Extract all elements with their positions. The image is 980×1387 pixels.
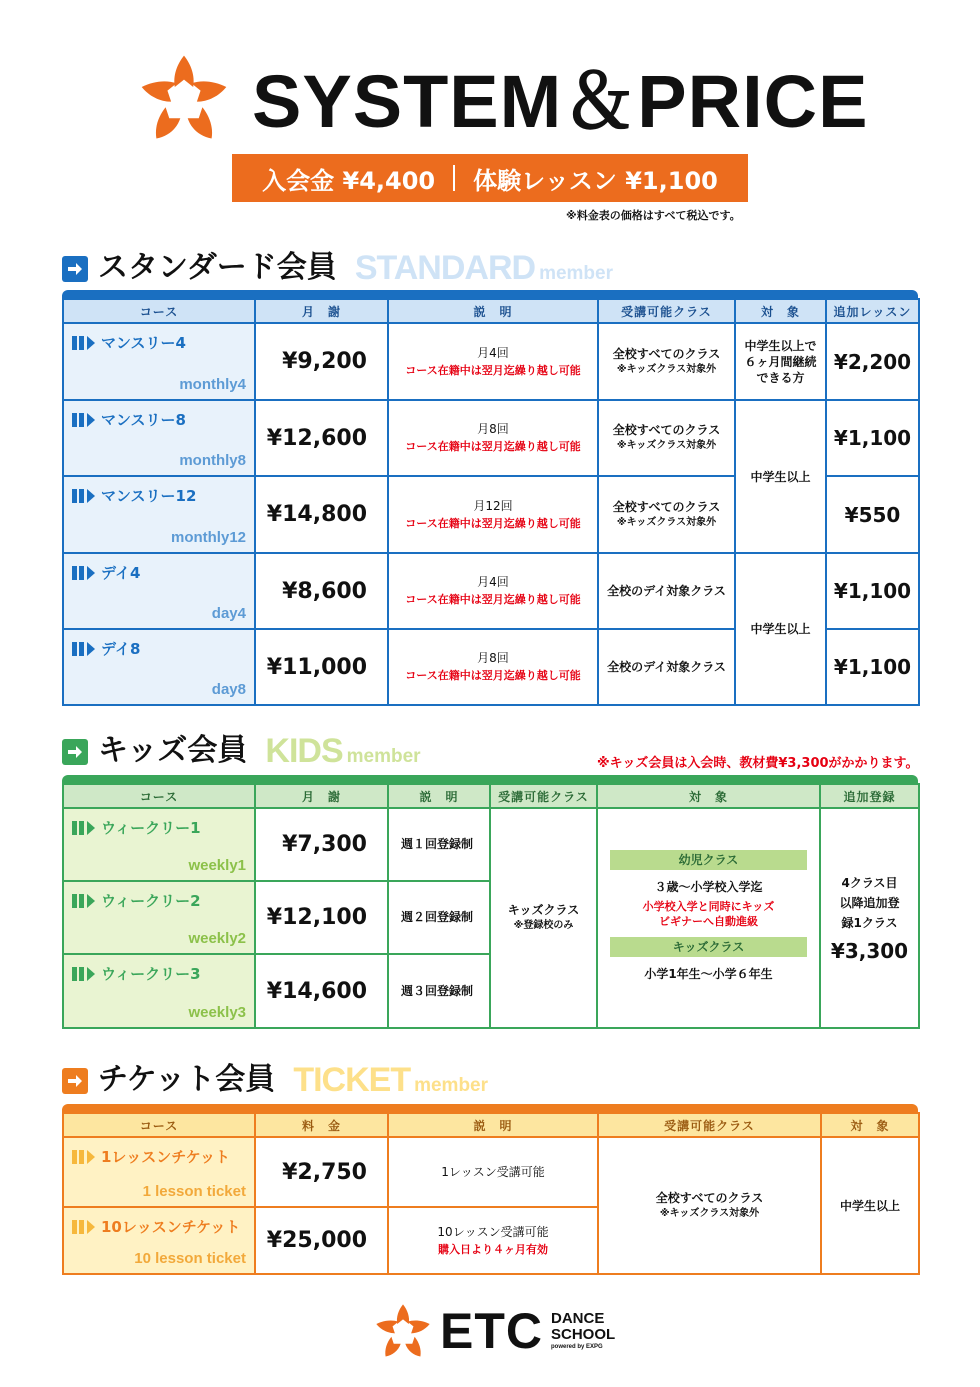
classes-text: 全校すべてのクラス <box>612 346 721 361</box>
col-header-target: 対 象 <box>821 1113 919 1137</box>
ticket-table <box>62 1112 920 1275</box>
kids-title-jp: キッズ会員 <box>98 733 248 768</box>
course-en: day4 <box>211 605 246 622</box>
classes-note: ※キッズクラス対象外 <box>616 363 717 375</box>
footer-line3: powered by EXPG <box>551 1344 603 1350</box>
desc-text: 月4回 <box>477 345 509 360</box>
standard-heading <box>62 250 613 286</box>
ticket-table-topbar <box>62 1104 918 1112</box>
course-en: weekly3 <box>188 1004 246 1021</box>
extra-fee: ¥1,100 <box>826 553 919 629</box>
course-name: ウィークリー2 <box>101 892 201 910</box>
target-cell: 中学生以上で６ヶ月間継続できる方 <box>735 323 826 400</box>
col-header-classes: 受講可能クラス <box>598 1113 821 1137</box>
table-row <box>63 323 919 400</box>
col-header-classes: 受講可能クラス <box>490 784 597 808</box>
col-header-course: コース <box>63 784 255 808</box>
entry-fee: 入会金 ¥4,400 <box>262 166 436 195</box>
arrow-right-icon <box>62 256 88 282</box>
trial-fee: 体験レッスン ¥1,100 <box>473 166 718 195</box>
course-name: ウィークリー3 <box>101 965 201 983</box>
course-cell <box>63 476 255 553</box>
course-name: デイ8 <box>101 640 141 658</box>
extra-fee: ¥1,100 <box>826 400 919 476</box>
table-row <box>63 1137 919 1207</box>
desc-note: 購入日より４ヶ月有効 <box>438 1242 548 1256</box>
desc-text: 月12回 <box>473 498 513 513</box>
col-header-course: コース <box>63 299 255 323</box>
kids-range: 小学1年生〜小学６年生 <box>644 967 773 981</box>
page-title: SYSTEM＆PRICE <box>252 60 869 143</box>
desc-note: コース在籍中は翌月迄繰り越し可能 <box>405 593 581 606</box>
course-cell <box>63 400 255 476</box>
desc-cell <box>388 553 598 629</box>
target-cell: 中学生以上 <box>735 400 826 553</box>
desc-note: コース在籍中は翌月迄繰り越し可能 <box>405 669 581 682</box>
desc-note: コース在籍中は翌月迄繰り越し可能 <box>405 440 581 453</box>
table-row <box>63 553 919 629</box>
extra-fee: ¥3,300 <box>830 939 909 963</box>
col-header-course: コース <box>63 1113 255 1137</box>
extra-fee: ¥550 <box>826 476 919 553</box>
classes-cell <box>598 323 735 400</box>
standard-table-topbar <box>62 290 918 298</box>
play-bars-icon <box>72 821 95 835</box>
ticket-fee: ¥2,750 <box>255 1137 388 1207</box>
play-bars-icon <box>72 894 95 908</box>
col-header-target: 対 象 <box>597 784 820 808</box>
course-cell <box>63 323 255 400</box>
footer-line1: DANCE <box>551 1310 605 1327</box>
table-row <box>63 808 919 881</box>
kids-class-label: キッズクラス <box>610 937 807 957</box>
classes-note: ※登録校のみ <box>513 920 574 931</box>
classes-note: ※キッズクラス対象外 <box>616 440 717 451</box>
classes-cell: 全校のデイ対象クラス <box>598 629 735 705</box>
col-header-extra: 追加登録 <box>820 784 919 808</box>
course-name: 1レッスンチケット <box>101 1148 230 1166</box>
play-bars-icon <box>72 967 95 981</box>
desc-text: 10レッスン受講可能 <box>437 1224 549 1239</box>
preschool-range: ３歳〜小学校入学迄 <box>654 880 763 894</box>
standard-title-member: member <box>539 263 613 284</box>
ticket-title-jp: チケット会員 <box>98 1062 276 1097</box>
course-en: monthly4 <box>179 376 246 393</box>
classes-text: キッズクラス <box>507 903 580 917</box>
monthly-fee: ¥14,600 <box>255 954 388 1028</box>
course-en: weekly1 <box>188 857 246 874</box>
kids-note: ※キッズ会員は入会時、教材費¥3,300がかかります。 <box>597 756 919 771</box>
target-cell <box>597 808 820 1028</box>
footer-brand: ETC <box>440 1303 543 1359</box>
monthly-fee: ¥11,000 <box>255 629 388 705</box>
col-header-fee: 月 謝 <box>255 784 388 808</box>
classes-note: ※キッズクラス対象外 <box>616 516 717 528</box>
col-header-desc: 説 明 <box>388 784 490 808</box>
standard-title-jp: スタンダード会員 <box>98 250 337 285</box>
desc-cell <box>388 629 598 705</box>
desc-text: 月8回 <box>477 422 509 436</box>
monthly-fee: ¥9,200 <box>255 323 388 400</box>
course-cell <box>63 1137 255 1207</box>
monthly-fee: ¥7,300 <box>255 808 388 881</box>
desc-note: コース在籍中は翌月迄繰り越し可能 <box>405 516 581 530</box>
desc-cell <box>388 1207 598 1274</box>
arrow-right-icon <box>62 1068 88 1094</box>
desc-cell: 1レッスン受講可能 <box>388 1137 598 1207</box>
col-header-desc: 説 明 <box>388 299 598 323</box>
footer-line2: SCHOOL <box>551 1326 616 1343</box>
course-en: day8 <box>211 681 246 698</box>
classes-text: 全校すべてのクラス <box>612 499 721 514</box>
play-bars-icon <box>72 413 95 427</box>
col-header-target: 対 象 <box>735 299 826 323</box>
course-name: マンスリー12 <box>101 487 197 505</box>
play-bars-icon <box>72 566 95 580</box>
classes-cell <box>490 808 597 1028</box>
play-bars-icon <box>72 1150 95 1164</box>
ticket-heading <box>62 1062 488 1098</box>
desc-text: 月8回 <box>477 651 509 665</box>
table-row <box>63 400 919 476</box>
standard-table <box>62 298 920 706</box>
col-header-extra: 追加レッスン <box>826 299 919 323</box>
course-cell <box>63 553 255 629</box>
course-name: ウィークリー1 <box>101 819 201 837</box>
course-name: マンスリー8 <box>101 411 186 429</box>
col-header-fee: 料 金 <box>255 1113 388 1137</box>
classes-cell: 全校のデイ対象クラス <box>598 553 735 629</box>
fee-bar <box>232 154 748 202</box>
desc-text: 月4回 <box>477 575 509 589</box>
course-en: 10 lesson ticket <box>134 1250 246 1267</box>
extra-text: 4クラス目以降追加登録1クラス <box>839 876 900 930</box>
course-cell <box>63 808 255 881</box>
course-cell <box>63 954 255 1028</box>
etc-star-icon <box>374 1302 432 1360</box>
course-en: monthly8 <box>179 452 246 469</box>
ticket-fee: ¥25,000 <box>255 1207 388 1274</box>
classes-note: ※キッズクラス対象外 <box>659 1207 760 1219</box>
play-bars-icon <box>72 1220 95 1234</box>
play-bars-icon <box>72 642 95 656</box>
preschool-note: 小学校入学と同時にキッズビギナーへ自動進級 <box>642 900 775 928</box>
ticket-title-member: member <box>414 1075 489 1096</box>
kids-title-member: member <box>346 746 421 767</box>
preschool-class-label: 幼児クラス <box>610 850 807 870</box>
course-name: マンスリー4 <box>101 334 186 352</box>
desc-cell: 週２回登録制 <box>388 881 490 954</box>
col-header-desc: 説 明 <box>388 1113 598 1137</box>
course-en: weekly2 <box>188 930 246 947</box>
desc-cell: 週１回登録制 <box>388 808 490 881</box>
course-name: 10レッスンチケット <box>101 1218 241 1236</box>
course-cell <box>63 881 255 954</box>
target-cell: 中学生以上 <box>821 1137 919 1274</box>
col-header-classes: 受講可能クラス <box>598 299 735 323</box>
col-header-fee: 月 謝 <box>255 299 388 323</box>
monthly-fee: ¥12,100 <box>255 881 388 954</box>
target-cell: 中学生以上 <box>735 553 826 705</box>
arrow-right-icon <box>62 739 88 765</box>
classes-cell <box>598 400 735 476</box>
classes-text: 全校すべてのクラス <box>612 423 721 437</box>
course-cell <box>63 1207 255 1274</box>
kids-title-en: KIDS <box>265 732 343 770</box>
classes-cell <box>598 1137 821 1274</box>
desc-cell <box>388 323 598 400</box>
etc-star-logo <box>138 52 230 144</box>
play-bars-icon <box>72 489 95 503</box>
desc-cell <box>388 476 598 553</box>
extra-fee: ¥2,200 <box>826 323 919 400</box>
extra-fee: ¥1,100 <box>826 629 919 705</box>
footer-school <box>551 1311 615 1351</box>
desc-cell: 週３回登録制 <box>388 954 490 1028</box>
tax-note: ※料金表の価格はすべて税込です。 <box>566 209 741 222</box>
fee-divider <box>453 165 455 191</box>
course-en: 1 lesson ticket <box>142 1183 246 1200</box>
play-bars-icon <box>72 336 95 350</box>
extra-cell <box>820 808 919 1028</box>
monthly-fee: ¥14,800 <box>255 476 388 553</box>
kids-heading <box>62 733 421 769</box>
course-en: monthly12 <box>170 529 246 546</box>
kids-table <box>62 783 920 1029</box>
course-cell <box>63 629 255 705</box>
footer-logo <box>374 1302 615 1360</box>
classes-text: 全校すべてのクラス <box>655 1190 764 1205</box>
classes-cell <box>598 476 735 553</box>
desc-note: コース在籍中は翌月迄繰り越し可能 <box>405 363 581 377</box>
course-name: デイ4 <box>101 564 141 582</box>
standard-title-en: STANDARD <box>354 249 536 287</box>
monthly-fee: ¥8,600 <box>255 553 388 629</box>
kids-table-topbar <box>62 775 918 783</box>
monthly-fee: ¥12,600 <box>255 400 388 476</box>
ticket-title-en: TICKET <box>293 1061 411 1099</box>
desc-cell <box>388 400 598 476</box>
